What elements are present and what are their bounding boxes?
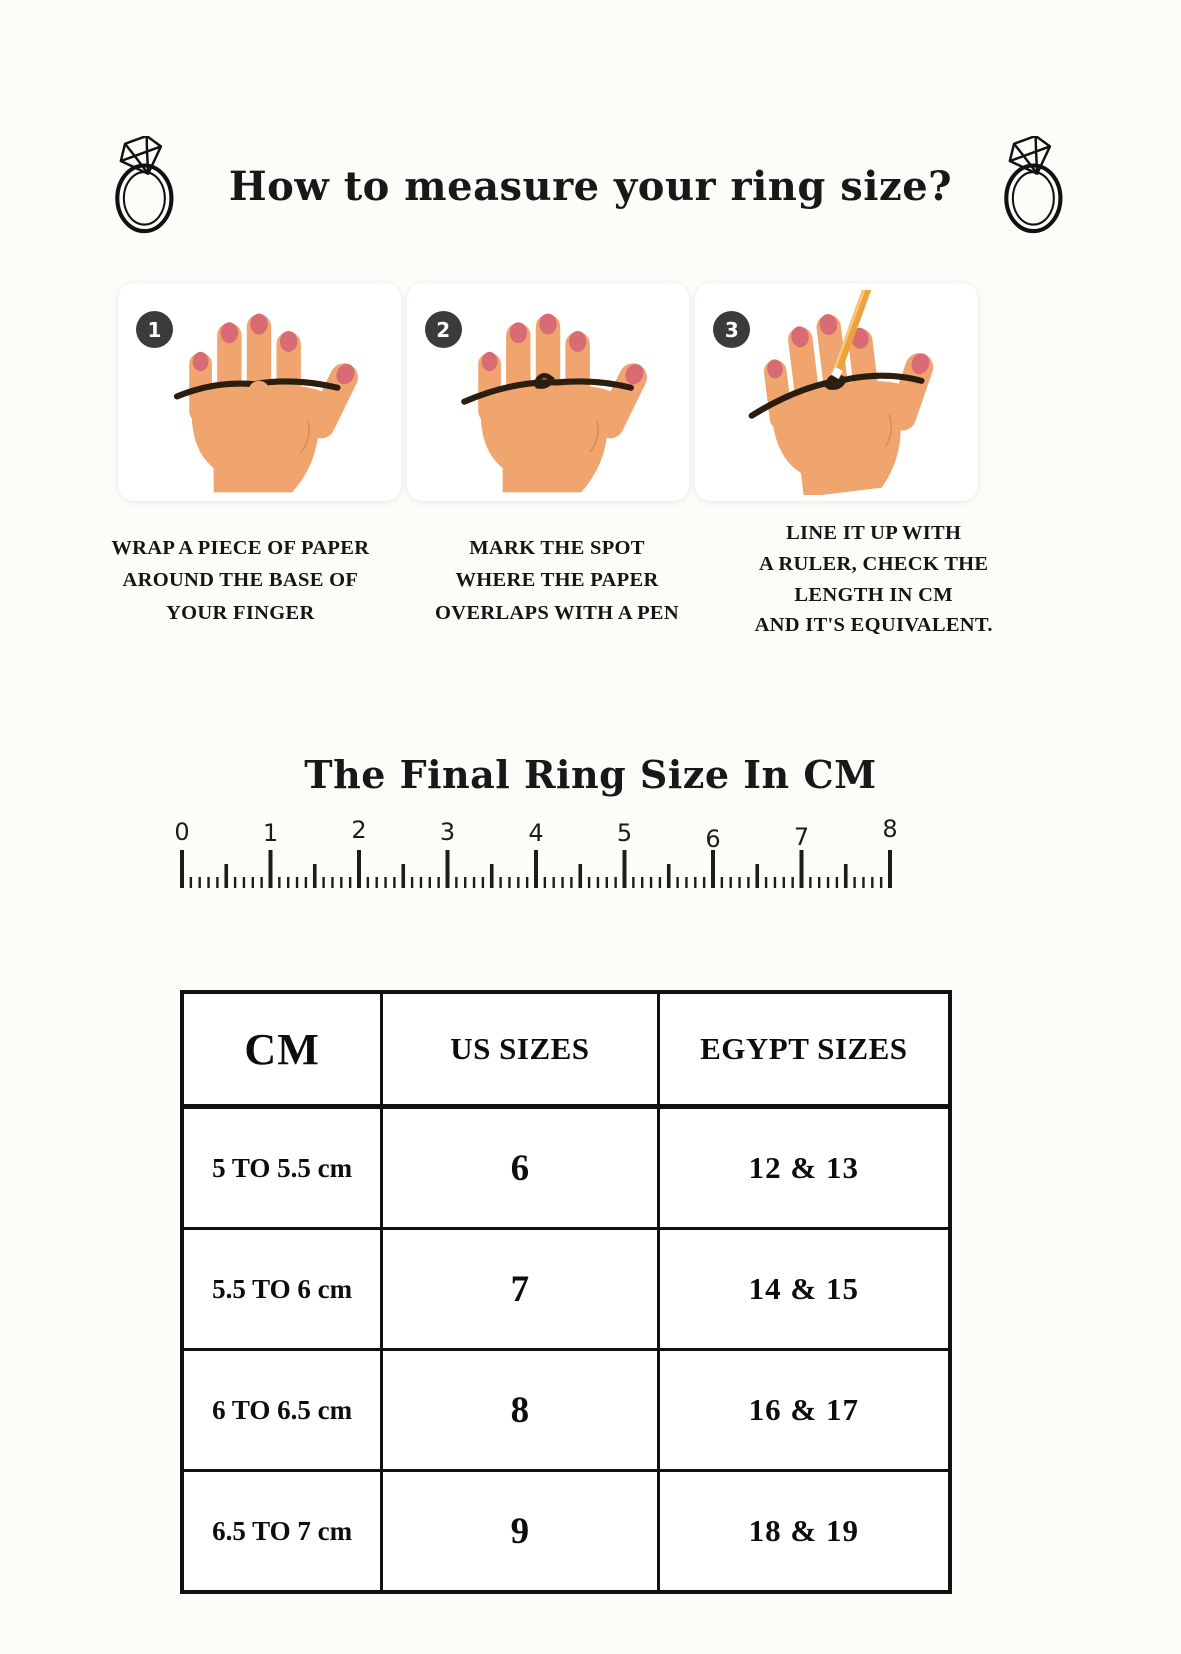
caption-line: YOUR FINGER xyxy=(166,601,315,624)
page-title: How to measure your ring size? xyxy=(228,162,953,210)
step-1-badge: 1 xyxy=(136,311,173,348)
svg-text:4: 4 xyxy=(528,819,544,847)
cell-egypt-size: 12 & 13 xyxy=(658,1107,950,1229)
svg-text:0: 0 xyxy=(174,818,190,846)
svg-text:5: 5 xyxy=(616,819,633,847)
cell-egypt-size: 14 & 15 xyxy=(658,1229,950,1350)
svg-text:7: 7 xyxy=(793,823,810,851)
cell-cm-range: 6.5 TO 7 cm xyxy=(182,1471,382,1593)
cell-egypt-size: 16 & 17 xyxy=(658,1350,950,1471)
cm-ruler-svg xyxy=(172,798,908,890)
table-row xyxy=(182,1350,950,1471)
svg-text:8: 8 xyxy=(882,815,898,843)
hand-illustration-pen-mark xyxy=(448,290,648,495)
caption-line: WHERE THE PAPER xyxy=(455,569,659,592)
header-egypt-sizes: EGYPT SIZES xyxy=(658,992,950,1107)
hand-illustration-wrap-paper xyxy=(159,290,359,495)
step-2-caption xyxy=(399,532,716,655)
caption-line: WRAP A PIECE OF PAPER xyxy=(111,537,370,559)
step-card-3 xyxy=(695,283,978,501)
step-card-1 xyxy=(118,283,401,501)
svg-text:6: 6 xyxy=(705,825,721,853)
title-row xyxy=(0,136,1181,237)
step-cards xyxy=(118,283,978,501)
caption-line: LENGTH IN CM xyxy=(794,583,953,606)
cell-us-size: 6 xyxy=(382,1107,658,1229)
table-row xyxy=(182,1107,950,1229)
caption-line: OVERLAPS WITH A PEN xyxy=(435,601,679,624)
table-header-row xyxy=(182,992,950,1107)
cell-us-size: 9 xyxy=(382,1471,658,1593)
caption-line: AROUND THE BASE OF xyxy=(122,569,359,592)
cell-cm-range: 5 TO 5.5 cm xyxy=(182,1107,382,1229)
header-cm: CM xyxy=(182,992,382,1107)
step-3-badge: 3 xyxy=(713,311,750,348)
svg-text:3: 3 xyxy=(439,818,456,846)
diamond-ring-icon xyxy=(105,136,187,236)
header-us-sizes: US SIZES xyxy=(382,992,658,1107)
ruler-section-heading: The Final Ring Size In CM xyxy=(304,751,877,797)
cm-ruler xyxy=(172,798,908,894)
caption-line: A RULER, CHECK THE xyxy=(758,552,989,575)
table-row xyxy=(182,1229,950,1350)
step-captions xyxy=(82,522,1032,655)
caption-line: LINE IT UP WITH xyxy=(786,522,962,544)
cell-egypt-size: 18 & 19 xyxy=(658,1471,950,1593)
ring-size-table xyxy=(180,990,952,1594)
hand-illustration-ruler xyxy=(737,290,937,495)
caption-line: MARK THE SPOT xyxy=(469,537,645,559)
svg-text:1: 1 xyxy=(262,819,279,847)
cell-cm-range: 6 TO 6.5 cm xyxy=(182,1350,382,1471)
diamond-ring-icon xyxy=(994,136,1076,236)
table-row xyxy=(182,1471,950,1593)
cell-us-size: 7 xyxy=(382,1229,658,1350)
step-2-badge: 2 xyxy=(425,311,462,348)
svg-text:2: 2 xyxy=(351,816,367,844)
cell-cm-range: 5.5 TO 6 cm xyxy=(182,1229,382,1350)
cell-us-size: 8 xyxy=(382,1350,658,1471)
caption-line: AND IT'S EQUIVALENT. xyxy=(754,614,993,637)
step-card-2 xyxy=(407,283,690,501)
step-1-caption xyxy=(82,532,399,655)
step-3-caption xyxy=(715,518,1032,641)
